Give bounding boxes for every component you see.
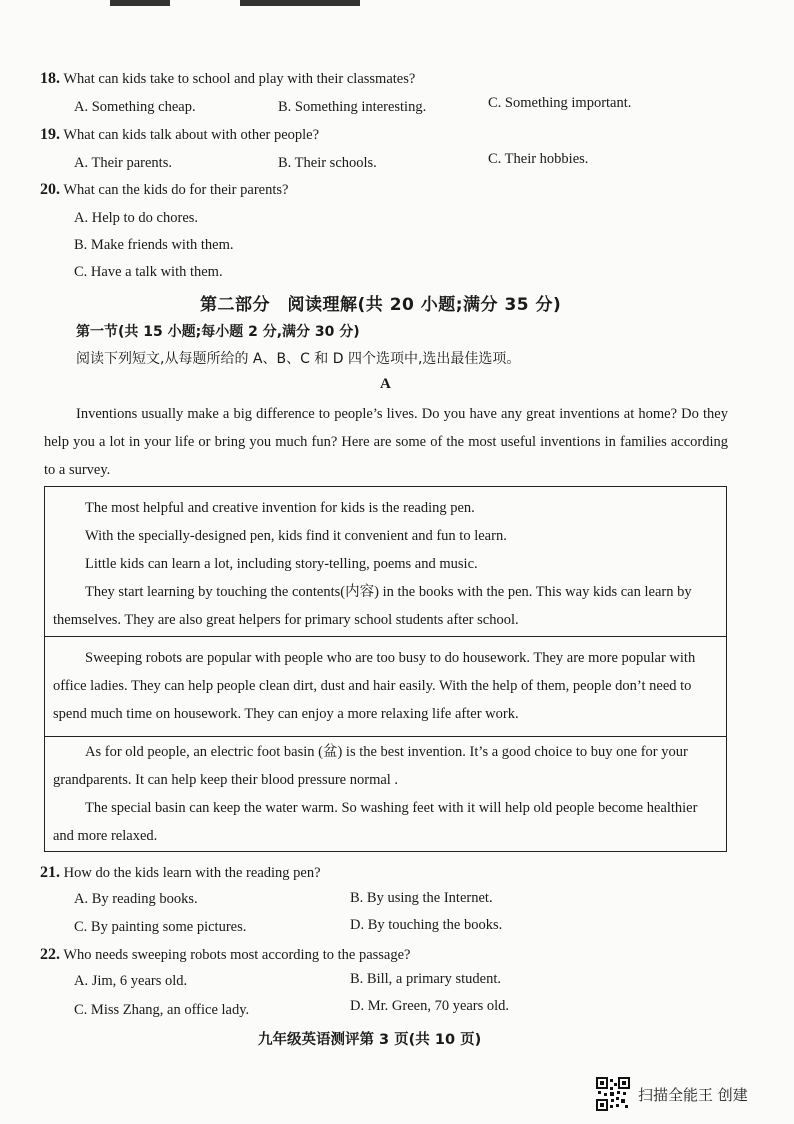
option-20a: A. Help to do chores. xyxy=(74,210,199,226)
part2-title: 第二部分 阅读理解(共 20 小题;满分 35 分) xyxy=(200,295,562,315)
qr-code-icon xyxy=(596,1077,630,1111)
question-20 xyxy=(40,181,288,199)
passage-box-reading-pen xyxy=(44,486,727,637)
option-20b: B. Make friends with them. xyxy=(74,237,234,253)
question-number: 22. xyxy=(40,946,60,963)
option-18c: C. Something important. xyxy=(488,95,632,111)
scan-artifact xyxy=(110,0,170,6)
question-text: What can kids take to school and play with their classmates? xyxy=(63,71,416,87)
option-18b: B. Something interesting. xyxy=(278,99,427,115)
option-22b: B. Bill, a primary student. xyxy=(350,971,502,987)
question-number: 19. xyxy=(40,126,60,143)
box-paragraph: With the specially-designed pen, kids find it convenient and fun to learn. xyxy=(85,528,507,544)
scanner-watermark: 扫描全能王 创建 xyxy=(638,1086,748,1104)
option-21a: A. By reading books. xyxy=(74,891,198,907)
box-paragraph: As for old people, an electric foot basin (盆) is the best invention. It’s a good choice to buy one for your grandparents. It can help keep their blood pressure normal . xyxy=(53,744,688,788)
box-paragraph: Little kids can learn a lot, including story-telling, poems and music. xyxy=(85,556,478,572)
option-21c: C. By painting some pictures. xyxy=(74,919,247,935)
passage-box-sweeping-robot xyxy=(44,636,727,737)
question-number: 18. xyxy=(40,70,60,87)
section1-title: 第一节(共 15 小题;每小题 2 分,满分 30 分) xyxy=(76,324,360,340)
question-number: 21. xyxy=(40,864,60,881)
passage-letter: A xyxy=(380,376,391,392)
option-21d: D. By touching the books. xyxy=(350,917,503,933)
question-text: What can kids talk about with other people? xyxy=(63,127,320,143)
box-paragraph: The special basin can keep the water warm. So washing feet with it will help old people become healthier and more relaxed. xyxy=(53,800,698,844)
question-text: Who needs sweeping robots most according to the passage? xyxy=(63,947,411,963)
instruction: 阅读下列短文,从每题所给的 A、B、C 和 D 四个选项中,选出最佳选项。 xyxy=(76,351,521,367)
box-paragraph: They start learning by touching the contents(内容) in the books with the pen. This way kids can learn by themselves. They are also great helpers for primary school students after school. xyxy=(53,584,692,628)
page-footer: 九年级英语测评第 3 页(共 10 页) xyxy=(258,1032,482,1048)
option-22a: A. Jim, 6 years old. xyxy=(74,973,188,989)
option-22c: C. Miss Zhang, an office lady. xyxy=(74,1002,250,1018)
option-22d: D. Mr. Green, 70 years old. xyxy=(350,998,510,1014)
passage-intro: Inventions usually make a big difference to people’s lives. Do you have any great inventions at home? Do they help you a lot in your life or bring you much fun? Here are some of the most useful inventions in families according to a survey. xyxy=(44,406,728,478)
box-paragraph: Sweeping robots are popular with people who are too busy to do housework. They are more popular with office ladies. They can help people clean dirt, dust and hair easily. With the help of them, people don’t need to spend much time on housework. They can enjoy a more relaxing life after work. xyxy=(53,650,696,722)
box-paragraph: The most helpful and creative invention for kids is the reading pen. xyxy=(85,500,475,516)
scan-artifact xyxy=(240,0,360,6)
question-text: What can the kids do for their parents? xyxy=(63,182,289,198)
option-20c: C. Have a talk with them. xyxy=(74,264,223,280)
option-19a: A. Their parents. xyxy=(74,155,172,171)
option-18a: A. Something cheap. xyxy=(74,99,196,115)
question-number: 20. xyxy=(40,181,60,198)
option-19c: C. Their hobbies. xyxy=(488,151,589,167)
question-22 xyxy=(40,946,410,964)
question-21 xyxy=(40,864,321,882)
passage-box-foot-basin xyxy=(44,736,727,852)
question-18 xyxy=(40,70,415,88)
option-19b: B. Their schools. xyxy=(278,155,377,171)
option-21b: B. By using the Internet. xyxy=(350,890,493,906)
question-19 xyxy=(40,126,319,144)
question-text: How do the kids learn with the reading pen? xyxy=(63,865,321,881)
